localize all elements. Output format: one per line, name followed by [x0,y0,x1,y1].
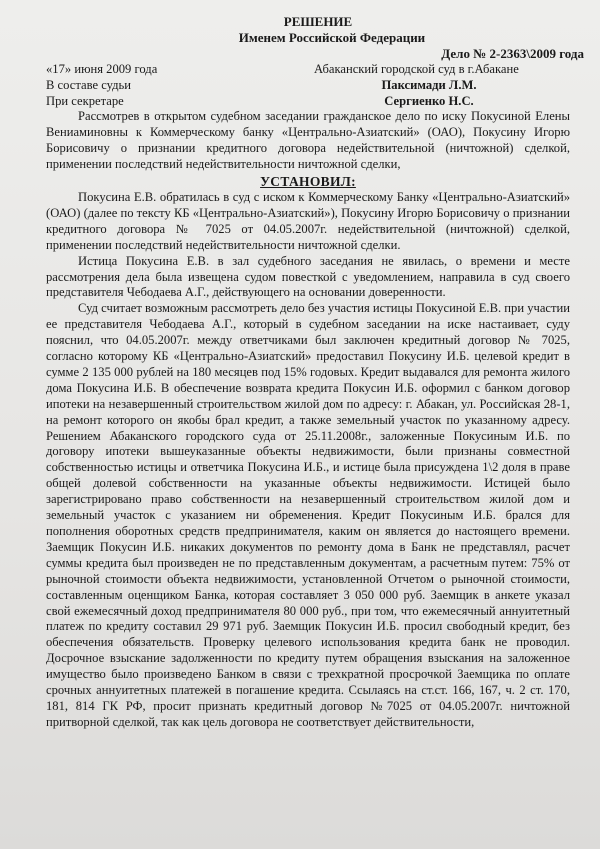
document-title: РЕШЕНИЕ [283,14,353,29]
body-paragraph-1: Покусина Е.В. обратилась в суд с иском к Коммерческому Банку «Центрально-Азиатский» (ОАО) (далее по тексту КБ «Центрально-Азиатский»), Покусину Игорю Борисовичу о признании кредитного договора № 7025 от 04.05.2007г. недействительной (ничтожной) сделкой, применении последствий недействительности ничтожной сделки. [46,189,570,252]
intro-paragraph: Рассмотрев в открытом судебном заседании гражданское дело по иску Покусиной Елены Вениаминовны к Коммерческому банку «Центрально-Азиатский» (ОАО), Покусину Игорю Борисовичу о признании кредитного договора недействительной (ничтожной) сделкой, применении последствий недействительности ничтожной сделки, [46,109,570,172]
body-paragraph-2: Истица Покусина Е.В. в зал судебного заседания не явилась, о времени и месте рассмотрения дела была извещена судом повесткой с уведомлением, направила в суд своего представителя Чебодаева А.Г., действующего на основании доверенности. [46,253,570,300]
established-heading: УСТАНОВИЛ: [260,174,356,190]
body-paragraph-3: Суд считает возможным рассмотреть дело без участия истицы Покусиной Е.В. при участии ее представителя Чебодаева А.Г., который в судебном заседании на иске настаивает, суду пояснил, что 04.05.2007г. между ответчиками был заключен кредитный договор № 7025, согласно которому КБ «Центрально-Азиатский» предоставил Покусину И.Б. целевой кредит в сумме 2 135 000 рублей на 180 месяцев под 15% годовых. Кредит выдавался для ремонта жилого дома Покусина И.Б. В обеспечение возврата кредита Покусин И.Б. оформил с банком договор ипотеки на незавершенный строительством жилой дом по адресу: г. Абакан, ул. Российская 28-1, на ремонт которого он якобы брал кредит, а также земельный участок по указанному адресу. Решением Абаканского городского суда от 25.11.2008г., заложенные Покусиным И.Б. по договору ипотеки вышеуказанные объекты недвижимости, были признаны совместной собственностью истицы и ответчика Покусина И.Б., и истице была присуждена 1\2 доля в праве общей долевой собственности на указанные объекты недвижимости. Истицей было зарегистрировано право собственности на незавершенный строительством жилой дом и земельный участок с указанием ни обременения. Кредит Покусиным И.Б. брался для пополнения оборотных средств предпринимателя, каким он является до настоящего времени. Заемщик Покусин И.Б. никаких документов по ремонту дома в Банк не представлял, расчет суммы кредита был произведен не по представленным документам, а расчетным путем: 75% от рыночной стоимости объекта недвижимости, установленной Отчетом о рыночной стоимости, составленным оценщиком Банка, которая составляет 3 050 000 руб. Заемщик в анкете указал свой ежемесячный доход предпринимателя 80 000 руб., при том, что ежемесячный аннуитетный платеж по кредиту составил 29 971 руб. Заемщик Покусин И.Б. просил свободный кредит, без обеспечения обязательств. Проверку целевого использования кредита банк не проводил. Досрочное взыскание задолженности по кредиту путем обращения взыскания на заложенное имущество было произведено Банком в связи с трехкратной просрочкой Заемщика по оплате срочных аннуитетных платежей в погашение кредита. Ссылаясь на ст.ст. 166, 167, ч. 2 ст. 170, 181, 814 ГК РФ, просит признать кредитный договор №7025 от 04.05.2007г. ничтожной притворной сделкой, так как цель договора не соответствует действительности, [46,301,570,729]
secretary-row [46,94,570,110]
judge-name: Паксимади Л.М. [381,77,477,92]
judge-label: В составе судьи [46,77,132,92]
decision-date: «17» июня 2009 года [46,61,158,76]
judge-row [46,78,570,94]
secretary-label: При секретаре [46,93,124,108]
document-subtitle: Именем Российской Федерации [238,29,426,45]
date-court-row [46,62,570,78]
court-name: Абаканский городской суд в г.Абакане [314,61,519,76]
case-number: Дело № 2-2363\2009 года [441,45,584,61]
secretary-name: Сергиенко Н.С. [384,93,474,108]
